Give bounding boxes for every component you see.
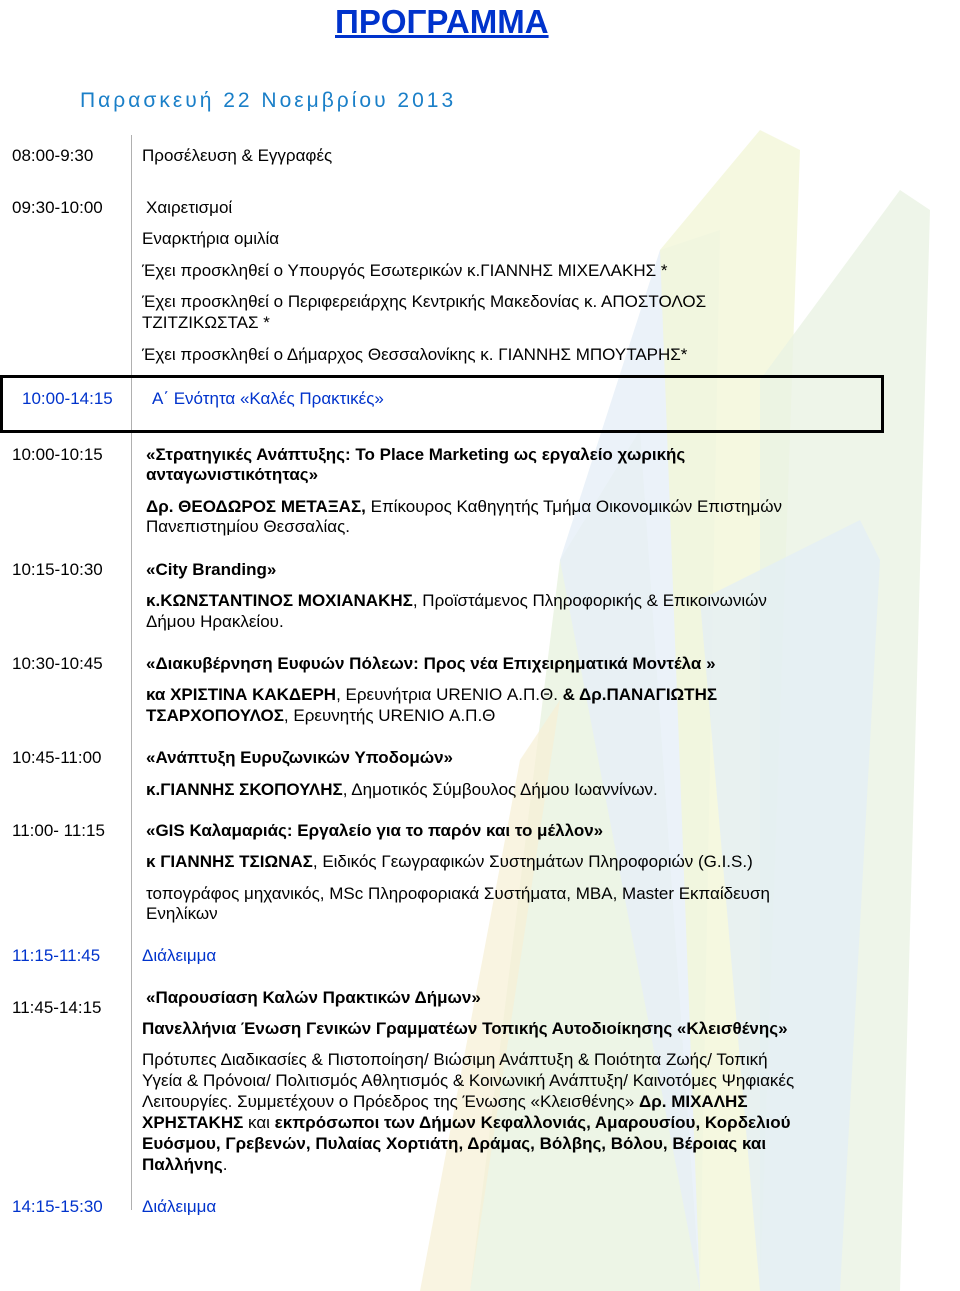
speaker-line [146,591,767,611]
speaker-role: , Ειδικός Γεωγραφικών Συστημάτων Πληροφοριών (G.I.S.) [312,852,753,871]
time-slot: 11:45-14:15 [12,998,102,1017]
speaker-role: , Προϊστάμενος Πληροφορικής & Επικοινωνιών [412,591,767,610]
speaker-name: κ.ΓΙΑΝΝΗΣ ΣΚΟΠΟΥΛΗΣ [146,780,343,799]
talk-title: «City Branding» [146,560,277,579]
time-slot: 09:30-10:00 [12,198,103,217]
organization: Πανελλήνια Ένωση Γενικών Γραμματέων Τοπικής Αυτοδιοίκησης «Κλεισθένης» [142,1019,788,1038]
time-slot: 10:45-11:00 [12,748,102,767]
session-text: Έχει προσκληθεί ο Υπουργός Εσωτερικών κ.ΓΙΑΝΝΗΣ ΜΙΧΕΛΑΚΗΣ * [142,261,668,280]
description-line: Υγεία & Πρόνοια/ Πολιτισμός Αθλητισμός & Κοινωνική Ανάπτυξη/ Καινοτόμες Ψηφιακές [142,1071,795,1090]
session-text: ΤΖΙΤΖΙΚΩΣΤΑΣ * [142,313,270,332]
break-label: Διάλειμμα [142,1197,217,1216]
talk-title: «Διακυβέρνηση Ευφυών Πόλεων: Προς νέα Επιχειρηματικά Μοντέλα » [146,654,716,673]
speaker-name: Δρ. ΜΙΧΑΛΗΣ [639,1092,748,1111]
time-slot: 10:00-14:15 [22,389,113,408]
speaker-role: , Ερευνητής URENIO Α.Π.Θ [283,706,496,725]
section-heading: Α΄ Ενότητα «Καλές Πρακτικές» [152,389,384,408]
speaker-role: Επίκουρος Καθηγητής Τμήμα Οικονομικών Επιστημών [365,497,783,516]
speaker-name: & Δρ.ΠΑΝΑΓΙΩΤΗΣ [557,685,718,704]
break-label: Διάλειμμα [142,946,217,965]
section-box [0,375,884,433]
time-slot: 10:30-10:45 [12,654,103,673]
description-line [142,1155,227,1175]
speaker-name: κ ΓΙΑΝΝΗΣ ΤΣΙΩΝΑΣ [146,852,313,871]
speaker-name: κ.ΚΩΝΣΤΑΝΤΙΝΟΣ ΜΟΧΙΑΝΑΚΗΣ [146,591,413,610]
speaker-line [146,852,753,872]
speaker-name: Δρ. ΘΕΟΔΩΡΟΣ ΜΕΤΑΞΑΣ, [146,497,366,516]
speaker-role: , Ερευνήτρια URENIO Α.Π.Θ. [336,685,558,704]
page-title: ΠΡΟΓΡΑΜΜΑ [335,3,549,40]
description-text: Παλλήνης [142,1155,223,1174]
talk-title: «Ανάπτυξη Ευρυζωνικών Υποδομών» [146,748,454,767]
column-divider [131,135,132,1210]
speaker-role: Πανεπιστημίου Θεσσαλίας. [146,517,351,536]
talk-title: «GIS Καλαμαριάς: Εργαλείο για το παρόν και το μέλλον» [146,821,604,840]
time-slot: 10:15-10:30 [12,560,103,579]
session-text: Έχει προσκληθεί ο Δήμαρχος Θεσσαλονίκης κ. ΓΙΑΝΝΗΣ ΜΠΟΥΤΑΡΗΣ* [142,345,688,364]
description-text: και [243,1113,275,1132]
description-line: Ευόσμου, Γρεβενών, Πυλαίας Χορτιάτη, Δράμας, Βόλβης, Βόλου, Βέροιας και [142,1134,767,1153]
event-date: Παρασκευή 22 Νοεμβρίου 2013 [80,89,457,112]
speaker-name: κα ΧΡΙΣΤΙΝΑ ΚΑΚΔΕΡΗ [146,685,337,704]
speaker-role: Δήμου Ηρακλείου. [146,612,284,631]
description-line: Πρότυπες Διαδικασίες & Πιστοποίηση/ Βιώσιμη Ανάπτυξη & Ποιότητα Ζωής/ Τοπική [142,1050,768,1069]
time-slot: 11:00- 11:15 [12,821,105,840]
time-slot: 08:00-9:30 [12,146,94,165]
session-text: Προσέλευση & Εγγραφές [142,146,333,165]
speaker-line [146,497,782,517]
speaker-name: ΧΡΗΣΤΑΚΗΣ [142,1113,244,1132]
description-text: . [222,1155,228,1174]
description-text: εκπρόσωποι των Δήμων Κεφαλλονιάς, Αμαρουσίου, Κορδελιού [274,1113,791,1132]
description-text: Λειτουργίες. Συμμετέχουν ο Πρόεδρος της Ένωσης «Κλεισθένης» [142,1092,640,1111]
description-line [142,1092,748,1112]
talk-title: «Παρουσίαση Καλών Πρακτικών Δήμων» [146,988,481,1007]
speaker-name: ΤΣΑΡΧΟΠΟΥΛΟΣ [146,706,284,725]
speaker-line [146,685,717,705]
session-text: Χαιρετισμοί [146,198,233,217]
time-slot: 11:15-11:45 [12,946,101,965]
talk-title: ανταγωνιστικότητας» [146,465,319,484]
speaker-bio: Ενηλίκων [146,904,218,923]
speaker-line [146,780,658,800]
time-slot: 10:00-10:15 [12,445,103,464]
speaker-line [146,706,495,726]
description-line [142,1113,791,1133]
time-slot: 14:15-15:30 [12,1197,103,1216]
session-text: Έχει προσκληθεί ο Περιφερειάρχης Κεντρικής Μακεδονίας κ. ΑΠΟΣΤΟΛΟΣ [142,292,707,311]
session-text: Εναρκτήρια ομιλία [142,229,280,248]
talk-title: «Στρατηγικές Ανάπτυξης: Το Place Marketing ως εργαλείο χωρικής [146,445,686,464]
speaker-bio: τοπογράφος μηχανικός, MSc Πληροφοριακά Συστήματα, MBA, Master Εκπαίδευση [146,884,770,903]
speaker-role: , Δημοτικός Σύμβουλος Δήμου Ιωαννίνων. [342,780,658,799]
